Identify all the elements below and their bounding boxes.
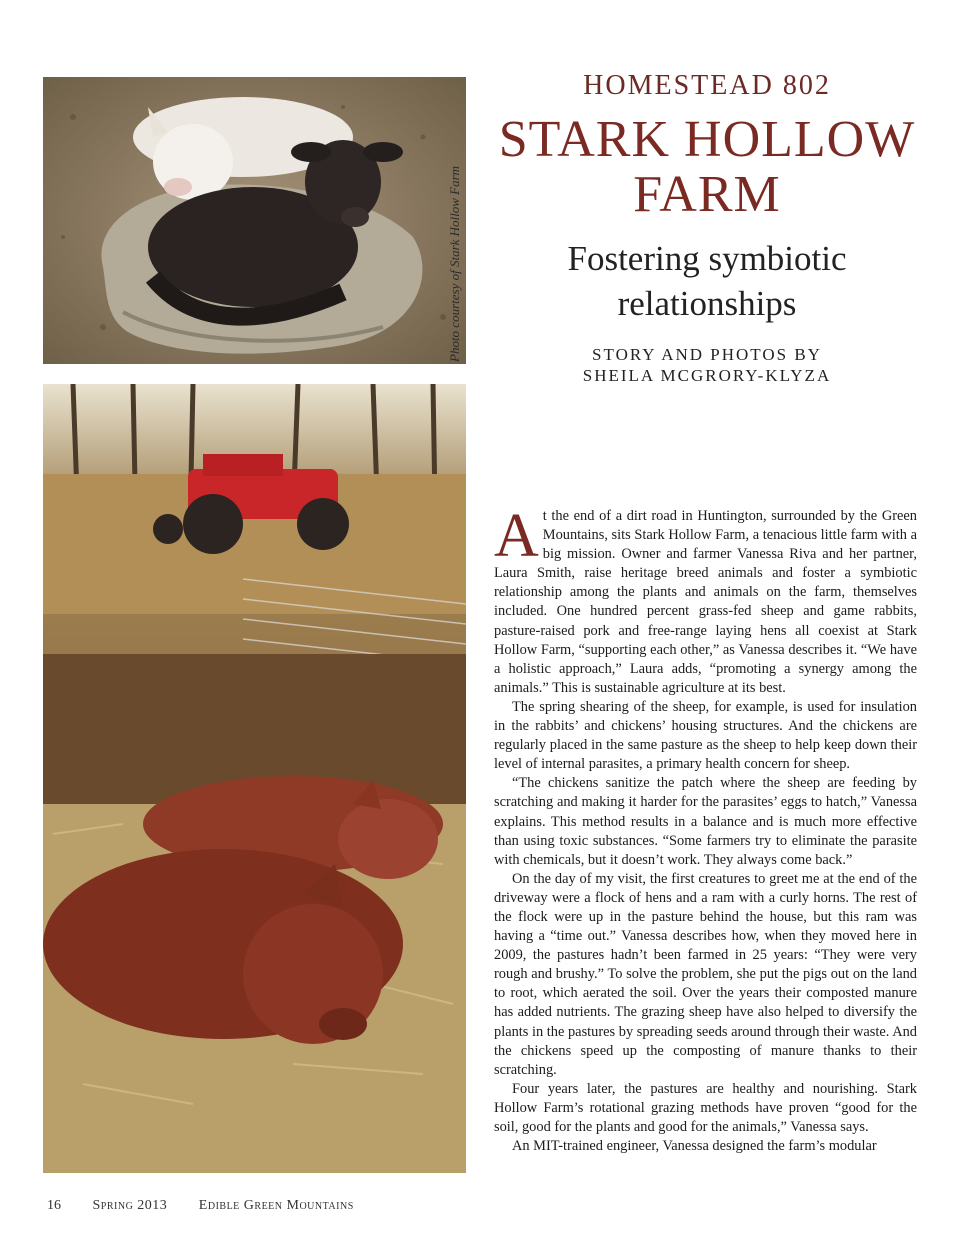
article-subtitle: [496, 236, 918, 326]
article-header: [496, 70, 918, 386]
section-kicker: HOMESTEAD 802: [583, 70, 831, 101]
paragraph: On the day of my visit, the first creatures to greet me at the end of the driveway were a flock of hens and a ram with a curly horns. The rest of the flock were up in the pasture behind the house, but this ram was having a “time out.” Vanessa describes how, when they moved here in 2009, the pastures hadn’t been farmed in 25 years: “They were very rough and brushy.” To solve the problem, she put the pigs out on the land to root, which aerated the soil. Over the years their composted manure has added nutrients. The grazing sheep have also helped to diversify the plants in the pastures by spreading seeds around through their waste. And the chickens speed up the composting of manure thanks to their scratching.: [494, 870, 917, 1078]
subtitle-line-2: relationships: [617, 284, 797, 323]
title-line-2: FARM: [633, 166, 781, 223]
photo-credit: Photo courtesy of Stark Hollow Farm: [447, 165, 462, 362]
page-number: 16: [47, 1198, 61, 1213]
pigs-illustration: [43, 384, 466, 1173]
article-title: [496, 112, 918, 222]
paragraph: The spring shearing of the sheep, for example, is used for insulation in the rabbits’ and chickens’ housing structures. And the chickens are regularly placed in the same pasture as the sheep to help keep down their level of internal parasites, a primary health concern for sheep.: [494, 698, 917, 773]
paragraph: An MIT-trained engineer, Vanessa designed the farm’s modular: [512, 1138, 877, 1155]
paragraph: Four years later, the pastures are healthy and nourishing. Stark Hollow Farm’s rotational grazing methods have proven “good for the soil, good for the plants and good for the animals,” Vanessa says.: [494, 1080, 917, 1135]
paragraph: “The chickens sanitize the patch where the sheep are feeding by scratching and making it harder for the parasites’ eggs to hatch,” Vanessa explains. This method results in a balance and is much more effective than using toxic substances. “Some farmers try to eliminate the parasite with chemicals, but it doesn’t work. They always come back.”: [494, 775, 917, 868]
lambs-illustration: [43, 77, 466, 364]
drop-cap: A: [494, 502, 539, 570]
lambs-photo: [43, 77, 466, 364]
paragraph: At the end of a dirt road in Huntington, surrounded by the Green Mountains, sits Stark Hollow Farm, a tenacious little farm with a big mission. Owner and farmer Vanessa Riva and her partner, Laura Smith, raise heritage breed animals and foster a symbiotic relationship among the plants and animals on the farm, themselves included. One hundred percent grass-fed sheep and game rabbits, pasture-raised pork and free-range laying hens all coexist at Stark Hollow Farm, “supporting each other,” as Vanessa describes it. “We have a holistic approach,” Laura adds, “promoting a synergy among the animals.” This is sustainable agriculture at its best.: [494, 502, 917, 696]
pigs-photo: [43, 384, 466, 1173]
byline-line-2: SHEILA MCGRORY-KLYZA: [582, 366, 832, 385]
issue-label: Spring 2013: [92, 1198, 168, 1213]
subtitle-line-1: Fostering symbiotic: [567, 239, 847, 278]
title-line-1: STARK HOLLOW: [498, 111, 916, 168]
byline: [496, 344, 918, 386]
page-footer: [47, 1198, 382, 1214]
article-body: [494, 502, 917, 1156]
byline-line-1: STORY AND PHOTOS BY: [592, 345, 822, 364]
publication-name: Edible Green Mountains: [198, 1198, 354, 1213]
